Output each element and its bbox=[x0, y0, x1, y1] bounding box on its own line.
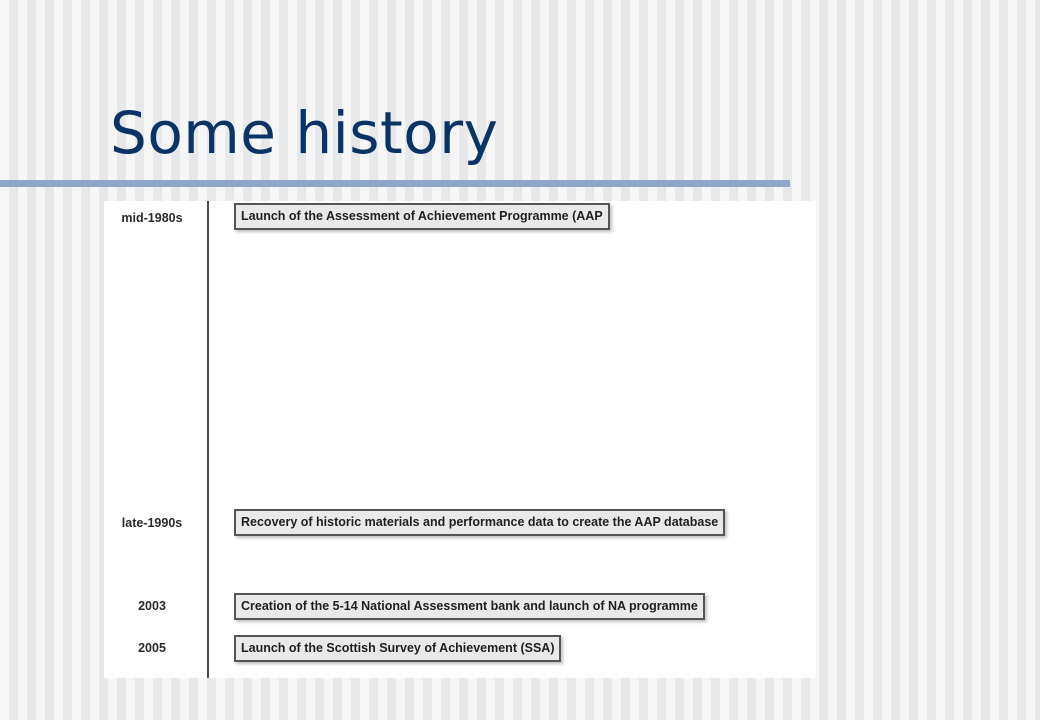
event-box-na-bank: Creation of the 5-14 National Assessment bank and launch of NA programme bbox=[234, 593, 705, 620]
title-underline bbox=[0, 180, 790, 187]
slide-title: Some history bbox=[110, 99, 499, 167]
event-box-aap-launch: Launch of the Assessment of Achievement Programme (AAP bbox=[234, 203, 610, 230]
year-label-2005: 2005 bbox=[138, 641, 166, 655]
event-box-aap-database: Recovery of historic materials and performance data to create the AAP database bbox=[234, 509, 725, 536]
event-box-ssa-launch: Launch of the Scottish Survey of Achievement (SSA) bbox=[234, 635, 561, 662]
timeline-figure bbox=[104, 201, 816, 678]
timeline-axis bbox=[207, 201, 209, 678]
year-label-mid-1980s: mid-1980s bbox=[121, 211, 183, 225]
year-label-late-1990s: late-1990s bbox=[121, 516, 183, 530]
year-label-2003: 2003 bbox=[138, 599, 166, 613]
